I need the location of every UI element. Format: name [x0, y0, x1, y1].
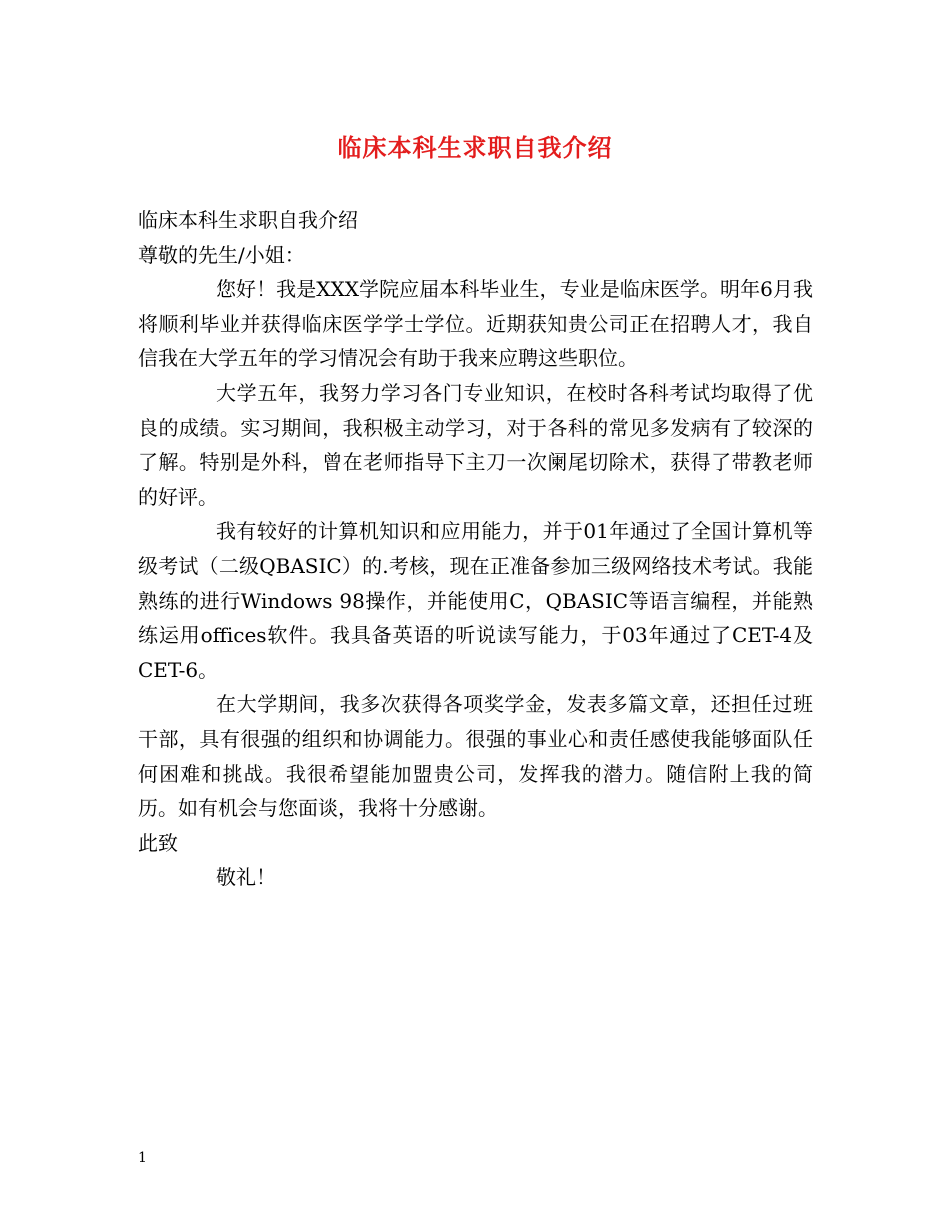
regards: 敬礼！	[216, 865, 276, 890]
page-number: 1	[138, 1150, 147, 1166]
salutation: 尊敬的先生/小姐：	[138, 242, 305, 267]
document-body	[138, 203, 813, 895]
body-subtitle: 临床本科生求职自我介绍	[138, 208, 358, 232]
document-title: 临床本科生求职自我介绍	[337, 133, 613, 162]
paragraph-activities: 在大学期间，我多次获得各项奖学金，发表多篇文章，还担任过班干部，具有很强的组织和协调能力。很强的事业心和责任感使我能够面队任何困难和挑战。我很希望能加盟贵公司，发挥我的潜力。随信附上我的简历。如有机会与您面谈，我将十分感谢。	[138, 692, 813, 821]
paragraph-intro: 您好！我是XXX学院应届本科毕业生，专业是临床医学。明年6月我将顺利毕业并获得临床医学学士学位。近期获知贵公司正在招聘人才，我自信我在大学五年的学习情况会有助于我来应聘这些职位。	[138, 277, 813, 371]
paragraph-study: 大学五年，我努力学习各门专业知识，在校时各科考试均取得了优良的成绩。实习期间，我积极主动学习，对于各科的常见多发病有了较深的了解。特别是外科，曾在老师指导下主刀一次阑尾切除术，获得了带教老师的好评。	[138, 380, 813, 509]
paragraph-skills: 我有较好的计算机知识和应用能力，并于01年通过了全国计算机等级考试（二级QBASIC）的.考核，现在正准备参加三级网络技术考试。我能熟练的进行Windows 98操作，并能使用C，QBASIC等语言编程，并能熟练运用offices软件。我具备英语的听说读写能力，于03年通过了CET-4及CET-6。	[138, 519, 813, 682]
closing: 此致	[138, 830, 178, 855]
